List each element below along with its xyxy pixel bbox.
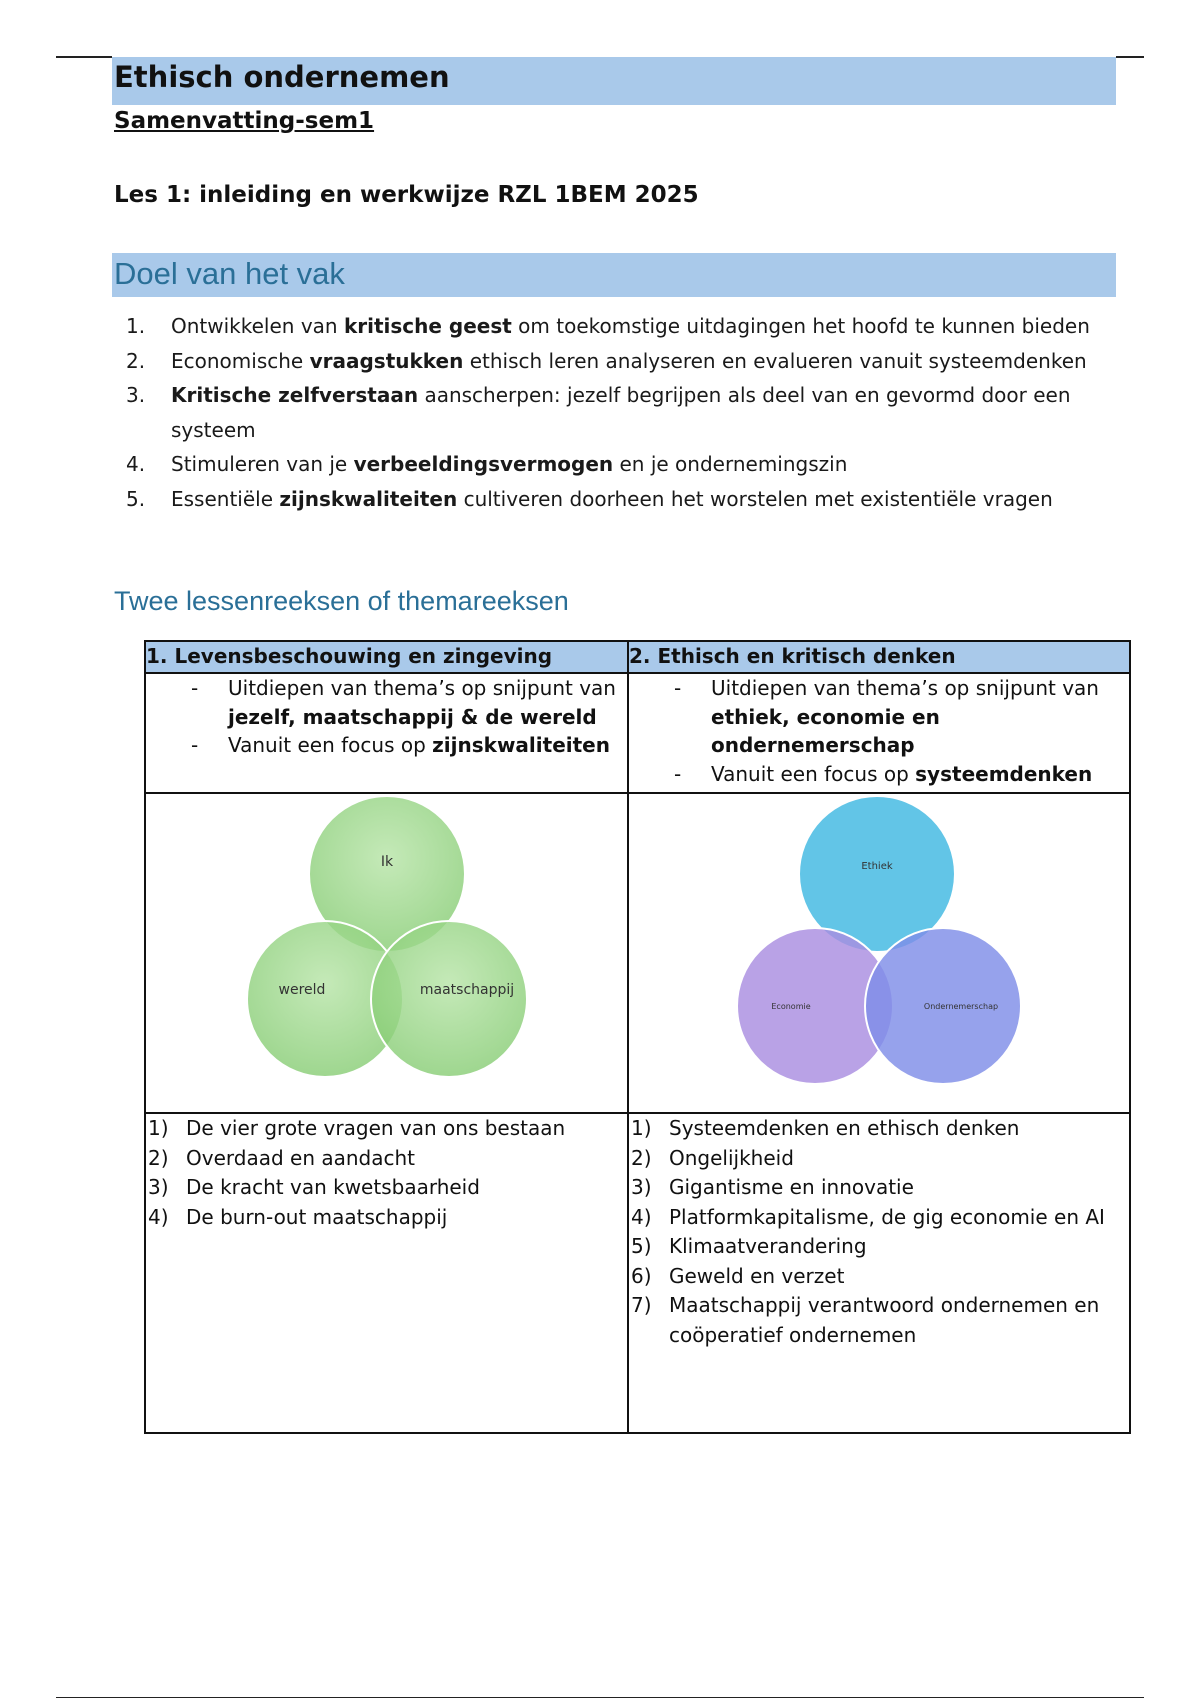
topic-item: 4) Platformkapitalisme, de gig economie en AI — [631, 1204, 1105, 1229]
goals-list — [126, 309, 1116, 516]
goal-item: 5. Essentiële zijnskwaliteiten cultiveren doorheen het worstelen met existentiële vragen — [126, 486, 1053, 511]
topic-item: 4) De burn-out maatschappij — [148, 1204, 448, 1229]
topics-list-col1 — [146, 1114, 627, 1232]
top-rule-right — [1116, 56, 1144, 58]
venn-diagram-green — [237, 794, 537, 1094]
venn-label-ethiek: Ethiek — [861, 861, 893, 872]
venn-label-wereld: wereld — [278, 982, 325, 998]
venn-cell-col1 — [145, 793, 628, 1113]
topics-cell-col1 — [145, 1113, 628, 1433]
bottom-rule — [56, 1697, 1144, 1698]
venn-label-economie: Economie — [771, 1002, 811, 1011]
topic-item: 5) Klimaatverandering — [631, 1234, 867, 1258]
goal-item: 3. Kritische zelfverstaan aanscherpen: jezelf begrijpen als deel van en gevormd door een systeem — [126, 383, 1071, 442]
topics-list-col2 — [629, 1114, 1129, 1350]
themes-table — [144, 640, 1131, 1434]
topic-item: 6) Geweld en verzet — [631, 1263, 845, 1288]
goal-item: 4. Stimuleren van je verbeeldingsvermogen en je ondernemingszin — [126, 452, 848, 476]
focus-cell-col1 — [145, 673, 628, 793]
focus-cell-col2 — [628, 673, 1130, 793]
topic-item: 2) Ongelijkheid — [631, 1145, 794, 1170]
column-header-ethisch-denken: 2. Ethisch en kritisch denken — [628, 641, 1130, 673]
venn-diagram-color — [729, 794, 1029, 1094]
focus-bullet: - Uitdiepen van thema’s op snijpunt van jezelf, maatschappij & de wereld — [191, 676, 616, 729]
topic-item: 7) Maatschappij verantwoord ondernemen en coöperatief ondernemen — [631, 1293, 1100, 1347]
topic-item: 2) Overdaad en aandacht — [148, 1145, 416, 1170]
goal-item: 2. Economische vraagstukken ethisch leren analyseren en evalueren vanuit systeemdenken — [126, 348, 1087, 373]
topic-item: 1) Systeemdenken en ethisch denken — [631, 1116, 1020, 1140]
goal-item: 1. Ontwikkelen van kritische geest om toekomstige uitdagingen het hoofd te kunnen bieden — [126, 314, 1090, 338]
column-header-levensbeschouwing: 1. Levensbeschouwing en zingeving — [145, 641, 628, 673]
themes-heading: Twee lessenreeksen of themareeksen — [114, 586, 569, 616]
topic-item: 1) De vier grote vragen van ons bestaan — [148, 1116, 566, 1140]
focus-bullet: - Vanuit een focus op zijnskwaliteiten — [191, 733, 610, 757]
document-title: Ethisch ondernemen — [114, 60, 450, 94]
lesson-title: Les 1: inleiding en werkwijze RZL 1BEM 2025 — [114, 182, 699, 208]
venn-label-ondernemerschap: Ondernemerschap — [923, 1002, 999, 1011]
goals-heading: Doel van het vak — [114, 256, 345, 291]
top-rule-left — [56, 56, 112, 58]
venn-label-maatschappij: maatschappij — [419, 982, 514, 998]
venn-label-ik: Ik — [380, 854, 393, 870]
document-subtitle: Samenvatting-sem1 — [114, 108, 375, 134]
venn-circle-maatschappij — [371, 921, 527, 1077]
topics-cell-col2 — [628, 1113, 1130, 1433]
venn-cell-col2 — [628, 793, 1130, 1113]
focus-bullet: - Vanuit een focus op systeemdenken — [674, 761, 1093, 786]
topic-item: 3) Gigantisme en innovatie — [631, 1175, 914, 1199]
focus-bullet: - Uitdiepen van thema’s op snijpunt van ethiek, economie en ondernemerschap — [674, 676, 1099, 757]
topic-item: 3) De kracht van kwetsbaarheid — [148, 1175, 480, 1199]
